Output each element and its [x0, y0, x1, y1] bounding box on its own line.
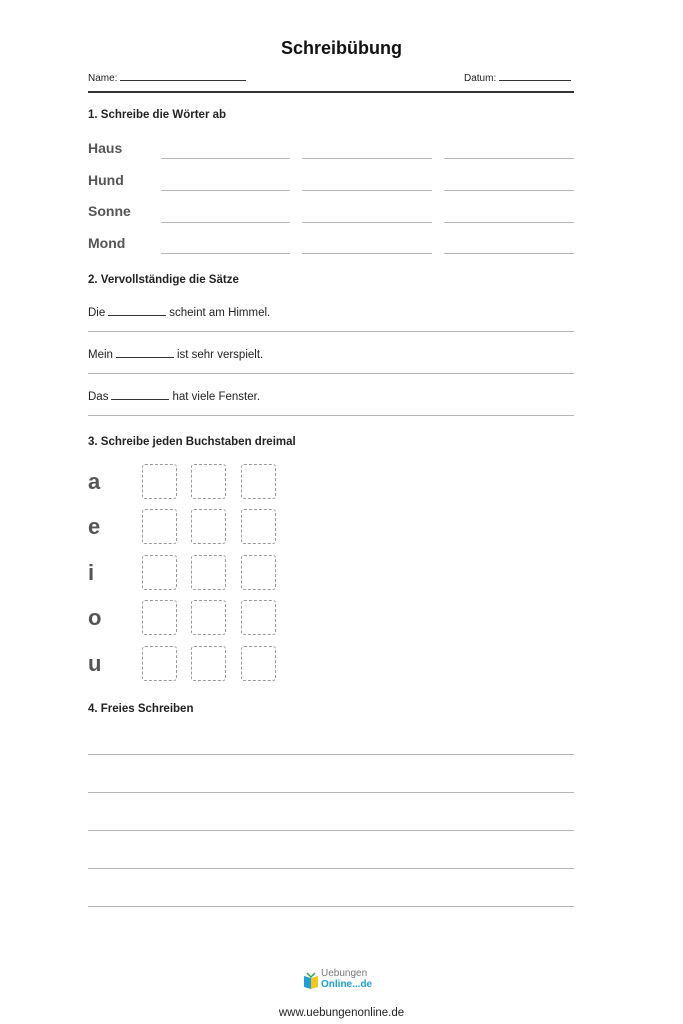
- letter-a: a: [88, 469, 101, 494]
- name-field[interactable]: [88, 71, 246, 84]
- writing-line[interactable]: [88, 868, 574, 869]
- letter-box[interactable]: [142, 555, 177, 590]
- logo-line1: Uebungen: [321, 968, 368, 979]
- letter-box[interactable]: [142, 464, 177, 499]
- letter-box[interactable]: [241, 646, 276, 681]
- letter-box[interactable]: [241, 509, 276, 544]
- word-sonne: Sonne: [88, 203, 131, 219]
- word-hund: Hund: [88, 172, 124, 188]
- letter-box[interactable]: [191, 464, 226, 499]
- sentence-start: Mein: [88, 349, 113, 361]
- letter-i: i: [88, 560, 95, 585]
- section2-heading: 2. Vervollständige die Sätze: [88, 274, 239, 286]
- sentence-blank[interactable]: [111, 390, 169, 400]
- sentence-start: Die: [88, 307, 106, 319]
- writing-line[interactable]: [88, 906, 574, 907]
- footer-url[interactable]: www.uebungenonline.de: [278, 1007, 405, 1019]
- writing-line[interactable]: [88, 754, 574, 755]
- word-haus: Haus: [88, 140, 123, 156]
- sentence-line: [88, 331, 574, 332]
- letter-box[interactable]: [191, 646, 226, 681]
- writing-line[interactable]: [88, 830, 574, 831]
- letter-o: o: [88, 605, 102, 630]
- word-line[interactable]: [161, 253, 290, 254]
- letter-e: e: [88, 514, 101, 539]
- word-line[interactable]: [444, 190, 574, 191]
- header-divider: [88, 91, 574, 93]
- word-line[interactable]: [161, 222, 290, 223]
- sentence-1: [88, 306, 270, 319]
- letter-box[interactable]: [191, 600, 226, 635]
- sentence-2: [88, 348, 263, 361]
- sentence-line: [88, 373, 574, 374]
- sentence-3: [88, 390, 260, 403]
- letter-box[interactable]: [191, 555, 226, 590]
- section3-heading: 3. Schreibe jeden Buchstaben dreimal: [88, 436, 296, 448]
- word-line[interactable]: [444, 253, 574, 254]
- letter-box[interactable]: [241, 464, 276, 499]
- word-line[interactable]: [444, 158, 574, 159]
- sentence-end: ist sehr verspielt.: [176, 349, 264, 361]
- section1-heading: 1. Schreibe die Wörter ab: [88, 109, 227, 121]
- letter-box[interactable]: [241, 600, 276, 635]
- sentence-blank[interactable]: [108, 306, 166, 316]
- sentence-start: Das: [88, 391, 109, 403]
- word-line[interactable]: [302, 190, 432, 191]
- sentence-blank[interactable]: [116, 348, 174, 358]
- word-line[interactable]: [161, 190, 290, 191]
- letter-box[interactable]: [142, 509, 177, 544]
- letter-box[interactable]: [142, 600, 177, 635]
- name-label: Name:: [88, 73, 118, 84]
- sentence-end: scheint am Himmel.: [169, 307, 271, 319]
- date-field[interactable]: [464, 71, 571, 84]
- word-line[interactable]: [302, 253, 432, 254]
- writing-line[interactable]: [88, 792, 574, 793]
- section4-heading: 4. Freies Schreiben: [88, 703, 194, 715]
- letter-u: u: [88, 651, 102, 676]
- word-line[interactable]: [302, 158, 432, 159]
- letter-box[interactable]: [142, 646, 177, 681]
- site-logo[interactable]: [303, 968, 383, 994]
- sentence-line: [88, 415, 574, 416]
- word-mond: Mond: [88, 235, 126, 251]
- logo-line2: Online...de: [321, 979, 373, 990]
- word-line[interactable]: [161, 158, 290, 159]
- sentence-end: hat viele Fenster.: [172, 391, 261, 403]
- letter-box[interactable]: [191, 509, 226, 544]
- page-title: Schreibübung: [281, 38, 402, 58]
- word-line[interactable]: [302, 222, 432, 223]
- word-line[interactable]: [444, 222, 574, 223]
- name-blank[interactable]: [120, 71, 246, 81]
- date-blank[interactable]: [499, 71, 571, 81]
- letter-box[interactable]: [241, 555, 276, 590]
- book-icon: [303, 972, 319, 990]
- date-label: Datum:: [464, 73, 497, 84]
